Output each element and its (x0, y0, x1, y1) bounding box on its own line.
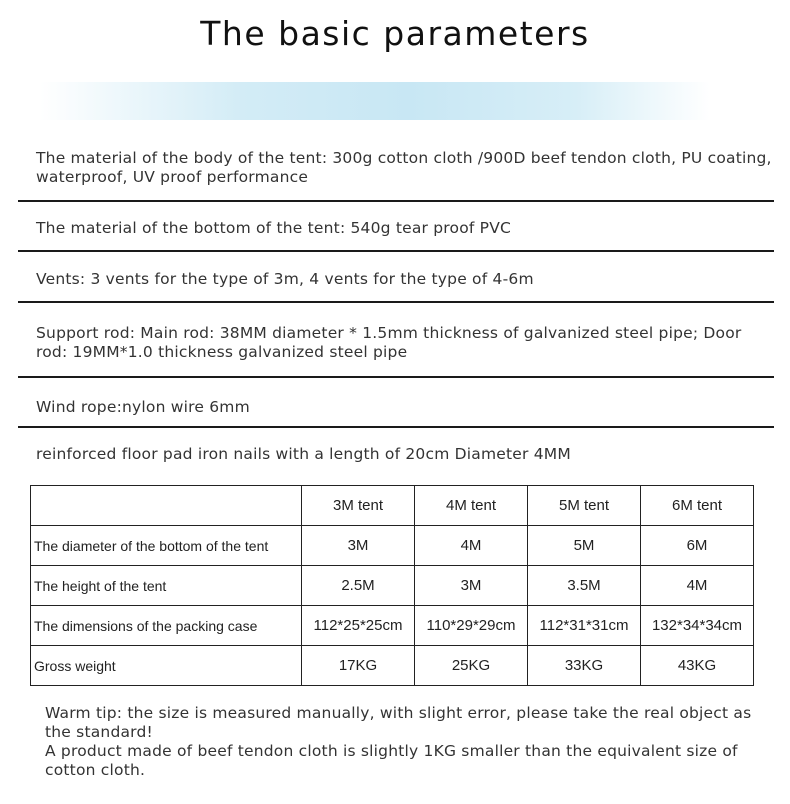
warm-tips (45, 704, 765, 780)
table-cell: 17KG (302, 646, 415, 686)
table-cell: 5M (528, 526, 641, 566)
table-header-cell: 4M tent (415, 486, 528, 526)
table-header-row (31, 486, 754, 526)
table-cell: 3M (415, 566, 528, 606)
table-cell: 3.5M (528, 566, 641, 606)
table-row (31, 646, 754, 686)
table-cell: 33KG (528, 646, 641, 686)
table-header-cell: 6M tent (641, 486, 754, 526)
spec-table (30, 485, 754, 686)
warm-tip-measurement: Warm tip: the size is measured manually, with slight error, please take the real object as the standard! (45, 704, 752, 741)
table-header-cell: 5M tent (528, 486, 641, 526)
table-cell: 4M (415, 526, 528, 566)
divider (18, 376, 774, 378)
table-cell: 2.5M (302, 566, 415, 606)
table-cell: 132*34*34cm (641, 606, 754, 646)
table-cell: 3M (302, 526, 415, 566)
divider (18, 301, 774, 303)
warm-tip-weight: A product made of beef tendon cloth is slightly 1KG smaller than the equivalent size of cotton cloth. (45, 742, 738, 779)
row-label: The diameter of the bottom of the tent (31, 526, 302, 566)
param-wind-rope: Wind rope:nylon wire 6mm (36, 398, 250, 416)
table-cell: 6M (641, 526, 754, 566)
page-title: The basic parameters (200, 14, 590, 53)
table-row (31, 606, 754, 646)
table-cell: 43KG (641, 646, 754, 686)
row-label: The dimensions of the packing case (31, 606, 302, 646)
param-bottom-material: The material of the bottom of the tent: 540g tear proof PVC (36, 219, 512, 237)
param-body-material: The material of the body of the tent: 300g cotton cloth /900D beef tendon cloth, PU coating, waterproof, UV proof performance (36, 149, 772, 186)
table-header-cell (31, 486, 302, 526)
table-row (31, 526, 754, 566)
param-vents: Vents: 3 vents for the type of 3m, 4 vents for the type of 4-6m (36, 270, 534, 288)
table-cell: 4M (641, 566, 754, 606)
table-cell: 25KG (415, 646, 528, 686)
divider (18, 200, 774, 202)
decorative-gradient-band (40, 82, 710, 120)
param-support-rod: Support rod: Main rod: 38MM diameter * 1.5mm thickness of galvanized steel pipe; Door rod: 19MM*1.0 thickness galvanized steel pipe (36, 324, 742, 361)
row-label: Gross weight (31, 646, 302, 686)
table-cell: 112*25*25cm (302, 606, 415, 646)
table-row (31, 566, 754, 606)
row-label: The height of the tent (31, 566, 302, 606)
table-cell: 110*29*29cm (415, 606, 528, 646)
divider (18, 250, 774, 252)
param-floor-nails: reinforced floor pad iron nails with a length of 20cm Diameter 4MM (36, 445, 571, 463)
divider (18, 426, 774, 428)
table-cell: 112*31*31cm (528, 606, 641, 646)
table-header-cell: 3M tent (302, 486, 415, 526)
